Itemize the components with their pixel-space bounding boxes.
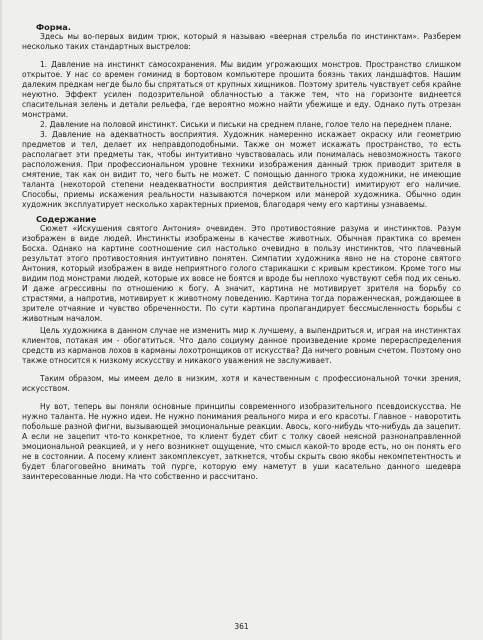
section-heading-content: Содержание (36, 214, 97, 224)
intro-paragraph: Здесь мы во-первых видим трюк, который я называю «веерная стрельба по инстинктам». Разберем несколько таких стандартных выстрелов: (22, 32, 461, 51)
content-paragraph-2: Цель художника в данном случае не изменить мир к лучшему, а выпендриться и, играя на инстинктах клиентов, потакая им - обогатиться. Что дало социуму данное произведение кроме перераспределения средств из карманов лохов в карманы лохотронщиков от искусства? Да ничего ровным счетом. Поэтому оно также относится к низкому искусству и никакого уважения не заслуживает. (22, 326, 461, 365)
content-paragraph-1: Сюжет «Искушения святого Антония» очевиден. Это противостояние разума и инстинктов. Разум изображен в виде людей. Инстинкты изображены в качестве животных. Обычная практика со времен Босха. Однако на картине соотношение сил настолько очевидно в пользу инстинктов, что плачевный результат этого противостояния интуитивно понятен. Симпатии художника явно не на стороне святого Антония, который изображен в виде неприятного голого старикашки с кривым крестиком. Кроме того мы видим под монстрами людей, которые их вовсе не боятся и вроде бы неплохо чувствуют себя под их сенью. И даже агрессивны по отношению к богу. А значит, картина не мотивирует зрителя на борьбу со страстями, а напротив, мотивирует к животному поведению. Картина тогда пораженческая, рождающее в зрителе отчаяние и чувство обреченности. По сути картина пропагандирует бессмысленность борьбы с животным началом. (22, 224, 461, 323)
content-paragraph-3: Таким образом, мы имеем дело в низким, хотя и качественным с профессиональной точки зрения, искусством. (22, 374, 461, 393)
page-number: 361 (234, 622, 249, 631)
list-item-1: 1. Давление на инстинкт самосохранения. Мы видим угрожающих монстров. Пространство слишком открытое. У нас со времен гоминид в бортовом компьютере прошита боязнь таких ландшафтов. Нашим далеким предкам негде было бы спрятаться от крупных хищников. Поэтому зритель чувствует себя крайне неуютно. Эффект усилен подозрительной облачностью а также тем, что на горизонте виднеется спасительная зелень и детали рельефа, где вероятно можно найти убежище и еду. Однако путь отрезан монстрами. (22, 60, 461, 119)
list-item-2: 2. Давление на половой инстинкт. Сиськи и письки на среднем плане, голое тело на переднем плане. (40, 120, 452, 129)
list-item-3: 3. Давление на адекватность восприятия. Художник намеренно искажает окраску или геометрию предметов и тел, делает их неправдоподобными. Также он может искажать пространство, то есть располагает эти предметы так, чтобы интуитивно чувствовалась или понималась невозможность такого расположения. При профессиональном уровне техники изображения данный трюк приводит зрителя в смятение, так как он видит то, чего быть не может. С помощью данного трюка художники, не имеющие таланта (некоторой степени неадекватности восприятия действительности) имитируют его наличие. Способы, приемы искажения реальности называются почерком или манерой художника. Обычно один художник эксплуатирует несколько характерных приемов, благодаря чему его картины узнаваемы. (22, 130, 461, 209)
section-heading-form: Форма. (36, 22, 71, 32)
content-paragraph-4: Ну вот, теперь вы поняли основные принципы современного изобразительного псевдоискусства. Не нужно таланта. Не нужно идеи. Не нужно понимания реального мира и его красоты. Главное - наворотить побольше разной фигни, вызывающей эмоциональные реакции. Авось, кого-нибудь что-нибудь да зацепит. А если не зацепит что-то конкретное, то клиент будет сбит с толку своей неясной разнонаправленной эмоциональной реакцией, и у него возникнет ощущение, что смысл какой-то вроде есть, но он понять его не в состоянии. А посему клиент закомплексует, заткнется, чтобы скрыть свою якобы некомпетентность и будет благоговейно внимать той пурге, которую ему наметут в уши касательно данного шедевра заинтересованные люди. На что собственно и рассчитано. (22, 402, 461, 481)
